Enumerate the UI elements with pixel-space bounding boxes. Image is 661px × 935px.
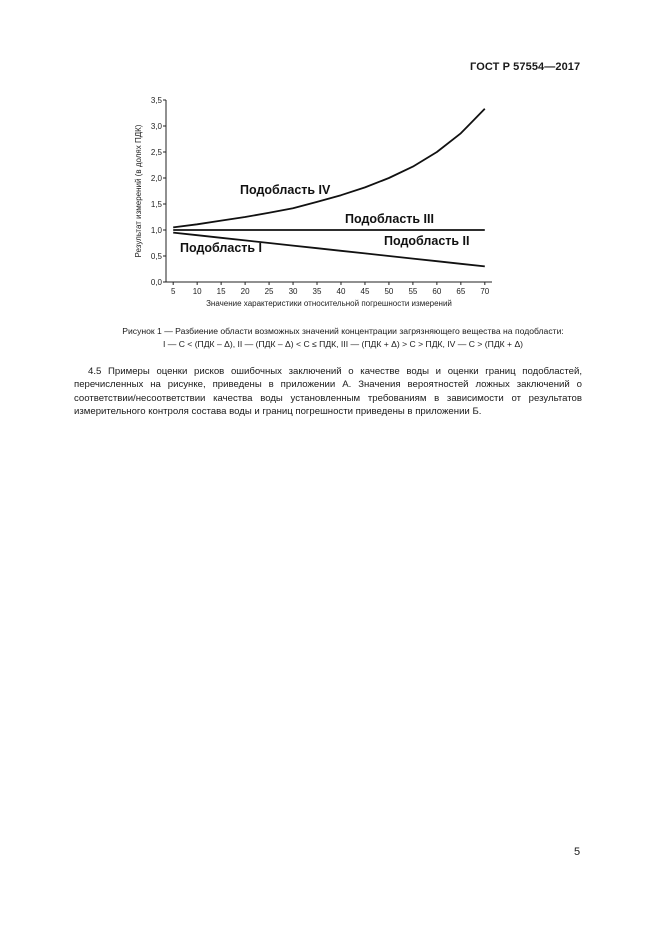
- y-tick-label: 0,0: [150, 278, 162, 287]
- y-axis-label: Результат измерений (в долях ПДК): [134, 124, 143, 258]
- y-tick-label: 2,0: [150, 174, 162, 183]
- x-tick-label: 15: [216, 287, 226, 296]
- subregion-label: Подобласть II: [384, 234, 470, 248]
- x-tick-label: 55: [408, 287, 418, 296]
- paragraph-text: 4.5 Примеры оценки рисков ошибочных заключений о качестве воды и оценки границ подобластей, перечисленных на рисунке, приведены в приложении А. Значения вероятностей ложных заключений о соответствии/несоответствии качества воды установленным требованиям в зависимости от результатов измерительного контроля состава воды и границ погрешности приведены в приложении Б.: [74, 366, 582, 418]
- page-number: 5: [574, 846, 581, 858]
- x-axis-label: Значение характеристики относительной погрешности измерений: [206, 299, 452, 308]
- subregion-label: Подобласть III: [345, 212, 434, 226]
- chart-annotations: [180, 183, 470, 255]
- subregion-label: Подобласть IV: [240, 183, 331, 197]
- x-tick-label: 30: [288, 287, 298, 296]
- document-code: ГОСТ Р 57554—2017: [470, 61, 581, 73]
- y-tick-label: 2,5: [150, 148, 162, 157]
- y-tick-label: 1,0: [150, 226, 162, 235]
- subregion-label: Подобласть I: [180, 241, 263, 255]
- y-tick-labels: [151, 96, 166, 287]
- section-paragraph: [74, 365, 582, 419]
- x-tick-label: 25: [264, 287, 274, 296]
- x-tick-label: 45: [360, 287, 370, 296]
- caption-line-2: I — C < (ПДК – Δ), II — (ПДК – Δ) < C ≤ ПДК, III — (ПДК + Δ) > C > ПДК, IV — C > (ПДК + Δ): [162, 339, 524, 349]
- y-tick-label: 0,5: [150, 252, 162, 261]
- x-tick-label: 40: [336, 287, 346, 296]
- figure-caption: [58, 325, 628, 351]
- x-tick-labels: [171, 282, 490, 296]
- caption-line-1: Рисунок 1 — Разбиение области возможных значений концентрации загрязняющего вещества на подобласти:: [122, 326, 564, 336]
- y-tick-label: 3,5: [150, 96, 162, 105]
- x-tick-label: 35: [312, 287, 322, 296]
- series-line-upper: [173, 109, 485, 228]
- x-tick-label: 70: [480, 287, 490, 296]
- chart: [0, 0, 661, 330]
- x-tick-label: 5: [170, 287, 176, 296]
- x-tick-label: 10: [192, 287, 202, 296]
- y-tick-label: 1,5: [150, 200, 162, 209]
- x-tick-label: 20: [240, 287, 250, 296]
- y-tick-label: 3,0: [150, 122, 162, 131]
- x-tick-label: 50: [384, 287, 394, 296]
- x-tick-label: 65: [456, 287, 466, 296]
- x-tick-label: 60: [432, 287, 442, 296]
